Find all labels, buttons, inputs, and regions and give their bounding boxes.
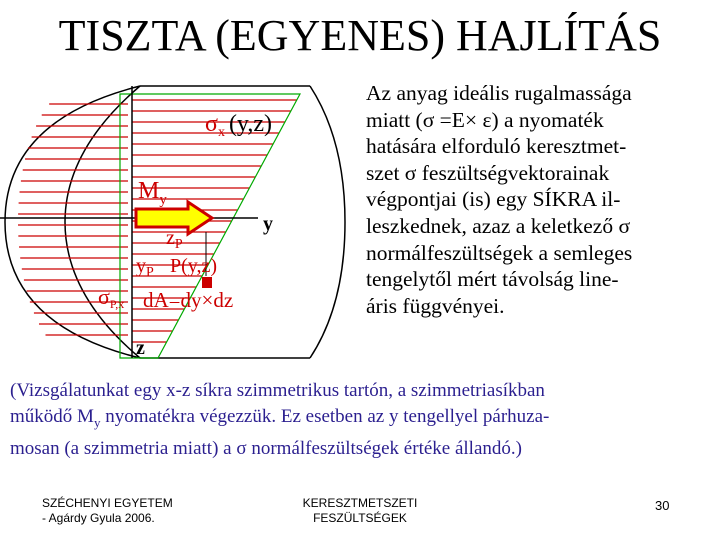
bottom-note-line-2-end: nyomatékra végezzük. Ez esetben az y tengellyel párhuza- [100, 406, 550, 427]
area-label: dA=dy×dz [143, 288, 234, 312]
page-title: TISZTA (EGYENES) HAJLÍTÁS [58, 11, 662, 60]
bottom-note-line-2-start: működő M [10, 406, 94, 427]
bending-diagram [0, 60, 370, 380]
sigma-p-label: σP,x [98, 284, 125, 311]
right-explanation [366, 80, 716, 319]
right-text-line: miatt (σ =E× ε) a nyomaték [366, 107, 604, 132]
y-axis-label: y [263, 213, 273, 235]
footer-left [42, 496, 173, 526]
yp-label: $y_P$ [136, 255, 154, 280]
footer-topic-line-2: FESZÜLTSÉGEK [313, 511, 407, 525]
footer-topic-line-1: KERESZTMETSZETI [302, 496, 418, 510]
point-label: P(y,z) [170, 255, 218, 277]
moment-label: $M_y$ [138, 178, 167, 208]
right-text-line: szet σ feszültségvektorainak [366, 160, 610, 185]
zp-label: $z_P$ [166, 227, 183, 252]
footer-middle [250, 496, 470, 526]
right-text-line: leszkednek, azaz a keletkező σ [366, 213, 631, 238]
bottom-note-line-2-sub: y [93, 414, 101, 430]
bottom-note-line-1: (Vizsgálatunkat egy x-z síkra szimmetrikus tartón, a szimmetriasíkban [10, 380, 545, 401]
sigma-x-label: $\sigma_x$ (y,z) [205, 111, 273, 140]
point-p-marker [202, 277, 212, 288]
right-text-line: tengelytől mért távolság line- [366, 267, 619, 292]
z-axis-label: z [136, 337, 145, 359]
footer-author: - Agárdy Gyula 2006. [42, 511, 155, 525]
right-text-line: hatására elforduló keresztmet- [366, 134, 627, 159]
right-text-line: normálfeszültségek a semleges [366, 240, 633, 265]
footer-university: SZÉCHENYI EGYETEM [42, 496, 173, 510]
right-text-line: Az anyag ideális rugalmassága [366, 81, 632, 105]
right-text-line: áris függvényei. [366, 293, 505, 318]
bottom-note-line-2 [10, 404, 715, 436]
page-number: 30 [655, 498, 670, 513]
right-text-line: végpontjai (is) egy SÍKRA il- [366, 187, 621, 212]
bottom-note-line-3: mosan (a szimmetria miatt) a σ normálfeszültségek értéke állandó.) [10, 437, 522, 459]
bottom-note [10, 378, 715, 462]
